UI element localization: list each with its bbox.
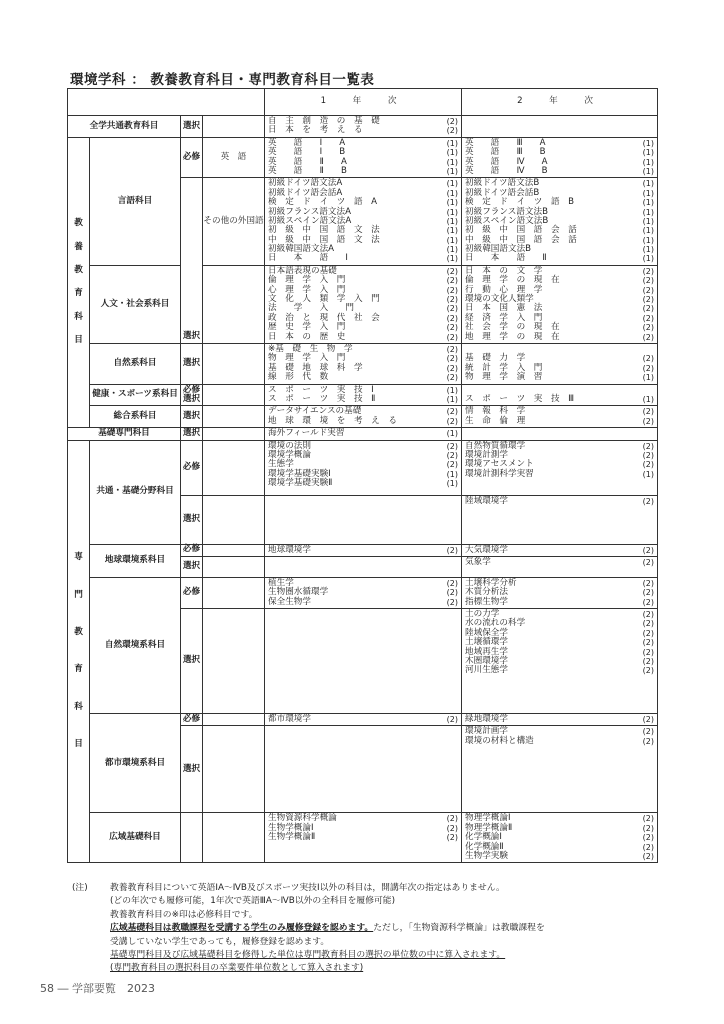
course-credits: (2)	[642, 588, 654, 598]
course-credits: (2)	[642, 332, 654, 342]
list-shizen-y1	[265, 343, 462, 384]
course-credits: (2)	[446, 266, 458, 276]
req-label: 選択	[181, 428, 203, 440]
course-credits: (2)	[642, 578, 654, 588]
year1-header: 1 年 次	[265, 89, 462, 116]
course-name: 環境計測科学実習	[465, 468, 534, 479]
course-credits: (1)	[642, 245, 654, 255]
course-name: 大気環境学	[465, 544, 508, 555]
course-credits: (2)	[642, 823, 654, 833]
kyotsu-label: 共通・基礎分野科目	[90, 440, 181, 544]
course-name: 環境計画学	[465, 726, 508, 737]
course-credits: (2)	[642, 304, 654, 314]
course-credits: (2)	[642, 496, 654, 506]
course-name: 初級フランス語文法B	[465, 206, 548, 217]
course-credits: (1)	[642, 235, 654, 245]
course-credits: (1)	[446, 469, 458, 479]
course-name: 生態学	[268, 459, 294, 470]
course-credits: (2)	[446, 833, 458, 843]
course-item	[268, 546, 458, 555]
course-credits: (1)	[446, 226, 458, 236]
course-credits: (2)	[642, 833, 654, 843]
course-name: 初級ドイツ語会話B	[465, 187, 540, 198]
list-zenkyo-y1	[265, 116, 462, 138]
note-line: (どの年次でも履修可能，1年次で英語ⅢA～ⅣB以外の全科目を履修可能)	[110, 896, 396, 907]
course-credits: (1)	[642, 138, 654, 148]
list-kyotsu-s-y2	[462, 495, 658, 544]
course-item	[268, 167, 458, 176]
course-name: 土壌科学分析	[465, 577, 517, 588]
list-shizenkan-h-y1	[265, 577, 462, 608]
course-credits: (2)	[446, 416, 458, 426]
course-credits: (1)	[446, 207, 458, 217]
course-item	[268, 833, 458, 842]
course-credits: (2)	[642, 416, 654, 426]
course-name: 経 済 学 入 門	[465, 312, 543, 323]
course-credits: (2)	[642, 295, 654, 305]
course-credits: (1)	[642, 216, 654, 226]
course-credits: (1)	[642, 254, 654, 264]
course-credits: (1)	[642, 188, 654, 198]
course-credits: (2)	[642, 354, 654, 364]
eigo-label: 英 語	[203, 137, 265, 178]
course-item	[465, 497, 654, 506]
course-name: 木質分析法	[465, 587, 508, 598]
course-name: 化学概論Ⅱ	[465, 841, 504, 852]
course-name: 環境アセスメント	[465, 459, 534, 470]
course-item	[465, 666, 654, 675]
course-name: 政 治 と 現 代 社 会	[268, 312, 380, 323]
list-kiso-y1	[265, 428, 462, 440]
course-name: 環境計測学	[465, 449, 508, 460]
course-name: 物 理 学 入 門	[268, 353, 346, 364]
list-sogo-y2	[462, 406, 658, 428]
course-name: 中 級 中 国 語 会 話	[465, 234, 577, 245]
course-credits: (1)	[446, 479, 458, 489]
course-credits: (1)	[446, 216, 458, 226]
course-name: 基 礎 力 学	[465, 353, 526, 364]
course-name: 地 球 環 境 を 考 え る	[268, 415, 397, 426]
list-kyotsu-h-y2	[462, 440, 658, 495]
koiki-label: 広域基礎科目	[90, 813, 181, 863]
course-credits: (2)	[642, 266, 654, 276]
course-credits: (2)	[642, 441, 654, 451]
course-name: 土壌循環学	[465, 637, 508, 648]
course-credits: (2)	[446, 285, 458, 295]
list-chikyu-s-y2	[462, 556, 658, 577]
course-credits: (2)	[446, 407, 458, 417]
course-name: 初級フランス語文法A	[268, 206, 351, 217]
course-credits: (2)	[642, 619, 654, 629]
course-item	[465, 395, 654, 404]
course-credits: (1)	[642, 469, 654, 479]
course-name: 日本語表現の基礎	[268, 265, 337, 276]
course-credits: (2)	[446, 344, 458, 354]
req-label: 選択	[181, 609, 203, 714]
course-item	[268, 254, 458, 263]
course-name: 基 礎 地 球 科 学	[268, 362, 363, 373]
course-name: 初級ドイツ語会話A	[268, 187, 343, 198]
note-line: ただし，「生物資源科学概論」は教職課程を	[373, 923, 545, 934]
course-item	[465, 558, 654, 567]
course-name: ス ポ ー ツ 実 技 Ⅰ	[268, 384, 374, 395]
req-label: 必修	[181, 137, 203, 178]
course-credits: (2)	[642, 363, 654, 373]
course-name: 日 本 語 Ⅱ	[465, 253, 547, 264]
course-credits: (1)	[642, 198, 654, 208]
course-name: 初級スペイン語文法B	[465, 215, 549, 226]
course-name: 物理学概論Ⅰ	[465, 813, 511, 824]
course-credits: (2)	[446, 460, 458, 470]
course-credits: (1)	[446, 235, 458, 245]
course-name: 日 本 国 憲 法	[465, 303, 543, 314]
course-name: 倫 理 学 入 門	[268, 275, 346, 286]
notes	[72, 882, 672, 976]
course-item	[268, 598, 458, 607]
kenko-label: 健康・スポーツ系科目	[90, 384, 181, 406]
req-label: 選択	[181, 406, 203, 428]
course-name: 生 命 倫 理	[465, 415, 526, 426]
course-name: ス ポ ー ツ 実 技 Ⅱ	[268, 393, 376, 404]
course-name: 英 語 Ⅲ B	[465, 147, 546, 158]
req-label: 必修	[181, 544, 203, 556]
course-name: 初級ドイツ語文法A	[268, 178, 343, 189]
course-name: 生物学実験	[465, 851, 508, 862]
course-credits: (2)	[642, 666, 654, 676]
course-table	[67, 88, 658, 863]
senmon-label: 専 門 教 育 科 目	[68, 440, 90, 863]
course-item	[465, 470, 654, 479]
course-credits: (1)	[446, 198, 458, 208]
course-name: 陸域保全学	[465, 627, 508, 638]
note-line: 受講していない学生であっても，履修登録を認めます。	[110, 936, 330, 947]
zenkyo-label: 全学共通教育科目	[68, 116, 181, 138]
course-name: 英 語 Ⅰ A	[268, 137, 346, 148]
list-toshi-h-y2	[462, 714, 658, 726]
course-credits: (2)	[642, 285, 654, 295]
sonota-label: その他の外国語	[203, 178, 265, 266]
course-credits: (2)	[642, 842, 654, 852]
course-credits: (1)	[642, 394, 654, 404]
note-line: 教養教育科目の※印は必修科目です。	[110, 909, 258, 920]
course-name: 情 報 科 学	[465, 406, 526, 417]
course-name: ス ポ ー ツ 実 技 Ⅲ	[465, 393, 575, 404]
course-credits: (1)	[446, 429, 458, 439]
header-blank	[68, 89, 265, 116]
course-name: 化学概論Ⅰ	[465, 832, 502, 843]
course-credits: (2)	[446, 313, 458, 323]
course-credits: (2)	[446, 588, 458, 598]
course-credits: (2)	[446, 126, 458, 136]
course-credits: (2)	[642, 557, 654, 567]
course-credits: (2)	[446, 363, 458, 373]
course-credits: (2)	[642, 715, 654, 725]
course-name: 英 語 Ⅳ B	[465, 165, 548, 176]
course-name: データサイエンスの基礎	[268, 406, 362, 417]
course-credits: (1)	[446, 148, 458, 158]
course-name: 指標生物学	[465, 596, 508, 607]
course-item	[268, 395, 458, 404]
list-chikyu-h-y1	[265, 544, 462, 556]
req-label: 必修	[181, 577, 203, 608]
course-credits: (1)	[642, 148, 654, 158]
course-credits: (1)	[642, 373, 654, 383]
req-label: 選択	[181, 116, 203, 138]
list-koiki-y2	[462, 813, 658, 863]
course-item	[465, 737, 654, 746]
course-name: 歴 史 学 入 門	[268, 322, 346, 333]
course-credits: (2)	[642, 727, 654, 737]
kyoyo-label: 教 養 教 育 科 目	[68, 137, 90, 427]
course-credits: (2)	[642, 814, 654, 824]
course-credits: (1)	[446, 394, 458, 404]
course-credits: (1)	[446, 157, 458, 167]
course-name: 河川生態学	[465, 665, 508, 676]
course-name: 日 本 の 文 学	[465, 265, 543, 276]
course-name: 環境学基礎実験Ⅱ	[268, 478, 333, 489]
course-name: 環境の法則	[268, 440, 311, 451]
kiso-label: 基礎専門科目	[68, 428, 181, 440]
list-jinbun-y1	[265, 265, 462, 343]
notes-label: (注)	[72, 883, 88, 893]
course-credits: (2)	[642, 638, 654, 648]
course-item	[465, 546, 654, 555]
list-shizenkan-h-y2	[462, 577, 658, 608]
course-name: 英 語 Ⅱ B	[268, 165, 347, 176]
course-credits: (1)	[446, 179, 458, 189]
list-toshi-h-y1	[265, 714, 462, 726]
course-name: 日 本 語 Ⅰ	[268, 253, 348, 264]
course-name: 海外フィールド実習	[268, 428, 345, 439]
course-item	[465, 254, 654, 263]
course-name: 自然物質循環学	[465, 440, 526, 451]
course-credits: (2)	[446, 354, 458, 364]
course-credits: (2)	[642, 647, 654, 657]
note-line: 教養教育科目について英語ⅠA～ⅣB及びスポーツ実技Ⅰ以外の科目は，開講年次の指定はありません。	[110, 883, 505, 893]
course-name: 初級韓国語文法B	[465, 244, 532, 255]
jinbun-label: 人文・社会系科目	[90, 265, 181, 343]
course-credits: (2)	[446, 814, 458, 824]
list-jinbun-y2	[462, 265, 658, 343]
course-name: 環境の文化人類学	[465, 294, 534, 305]
course-credits: (2)	[642, 610, 654, 620]
course-item	[465, 373, 654, 382]
course-credits: (2)	[446, 823, 458, 833]
req-label: 必修	[181, 440, 203, 495]
course-credits: (1)	[446, 245, 458, 255]
course-credits: (2)	[446, 441, 458, 451]
course-item	[268, 417, 458, 426]
course-credits: (1)	[642, 226, 654, 236]
course-credits: (1)	[446, 385, 458, 395]
course-credits: (1)	[642, 157, 654, 167]
course-credits: (2)	[446, 295, 458, 305]
course-name: 自 主 創 造 の 基 礎	[268, 116, 380, 126]
list-eigo-y2	[462, 137, 658, 178]
course-item	[268, 451, 458, 460]
course-credits: (1)	[446, 254, 458, 264]
course-name: 日 本 を 考 え る	[268, 125, 363, 136]
course-name: 行 動 心 理 学	[465, 284, 543, 295]
course-credits: (2)	[446, 578, 458, 588]
course-name: 地 理 学 の 現 在	[465, 331, 560, 342]
course-credits: (1)	[642, 166, 654, 176]
course-name: 英 語 Ⅳ A	[465, 156, 548, 167]
page-footer: 58 ― 学部要覧 2023	[40, 982, 155, 995]
req-label: 選択	[181, 726, 203, 813]
course-name: 英 語 Ⅰ B	[268, 147, 346, 158]
course-name: 初級スペイン語文法A	[268, 215, 352, 226]
course-credits: (2)	[642, 852, 654, 862]
course-credits: (2)	[446, 276, 458, 286]
req-label: 選択	[181, 343, 203, 384]
course-name: 保全生物学	[268, 596, 311, 607]
course-name: 水の流れの科学	[465, 618, 526, 629]
course-name: 物理学概論Ⅱ	[465, 822, 513, 833]
course-name: ※基 礎 生 物 学	[268, 343, 353, 354]
list-sogo-y1	[265, 406, 462, 428]
course-item	[268, 333, 458, 342]
list-gaigo-y1	[265, 178, 462, 266]
course-name: 中 級 中 国 語 文 法	[268, 234, 380, 245]
course-name: 日 本 の 歴 史	[268, 331, 346, 342]
course-name: 法 学 入 門	[268, 303, 354, 314]
course-name: 心 理 学 入 門	[268, 284, 346, 295]
course-item	[465, 852, 654, 861]
course-name: 検 定 ド イ ツ 語 B	[465, 197, 575, 208]
course-name: 環境の材料と構造	[465, 735, 534, 746]
list-chikyu-h-y2	[462, 544, 658, 556]
course-item	[465, 167, 654, 176]
req-label: 必修 選択	[181, 384, 203, 406]
course-name: 生物学概論Ⅱ	[268, 832, 316, 843]
course-credits: (2)	[642, 313, 654, 323]
course-credits: (1)	[446, 166, 458, 176]
course-name: 生物圏水循環学	[268, 587, 329, 598]
course-credits: (2)	[642, 407, 654, 417]
course-name: 線 形 代 数	[268, 372, 329, 383]
req-label: 必修	[181, 714, 203, 726]
course-credits: (2)	[642, 628, 654, 638]
course-credits: (2)	[642, 597, 654, 607]
course-name: 生物学概論Ⅰ	[268, 822, 314, 833]
course-name: 初 級 中 国 語 会 話	[465, 225, 577, 236]
course-credits: (2)	[642, 460, 654, 470]
course-name: 地域再生学	[465, 646, 508, 657]
course-name: 初級韓国語文法A	[268, 244, 335, 255]
course-name: 統 計 学 入 門	[465, 362, 543, 373]
course-credits: (2)	[642, 276, 654, 286]
course-name: 環境学概論	[268, 449, 311, 460]
list-koiki-y1	[265, 813, 462, 863]
course-item	[268, 479, 458, 488]
course-name: 都市環境学	[268, 714, 311, 725]
list-gaigo-y2	[462, 178, 658, 266]
course-credits: (2)	[446, 304, 458, 314]
course-credits: (2)	[446, 323, 458, 333]
course-name: 物 理 学 演 習	[465, 372, 543, 383]
list-shizen-y2	[462, 343, 658, 384]
course-name: 木圏環境学	[465, 656, 508, 667]
course-name: 土の力学	[465, 609, 500, 620]
course-credits: (2)	[446, 332, 458, 342]
course-name: 環境学基礎実験Ⅰ	[268, 468, 331, 479]
course-item	[465, 417, 654, 426]
list-kenko-y1	[265, 384, 462, 406]
course-credits: (2)	[642, 323, 654, 333]
list-kyotsu-h-y1	[265, 440, 462, 495]
course-name: 英 語 Ⅱ A	[268, 156, 347, 167]
course-name: 植生学	[268, 577, 294, 588]
course-item	[268, 715, 458, 724]
course-item	[268, 126, 458, 135]
list-toshi-s-y2	[462, 726, 658, 813]
course-name: 社 会 学 の 現 在	[465, 322, 560, 333]
list-eigo-y1	[265, 137, 462, 178]
note-line: 基礎専門科目及び広域基礎科目を修得した単位は専門教育科目の選択の単位数の中に算入されます。	[110, 950, 506, 961]
course-credits: (2)	[446, 373, 458, 383]
course-item	[268, 373, 458, 382]
course-credits: (2)	[446, 545, 458, 555]
course-name: 初級ドイツ語文法B	[465, 178, 540, 189]
page-title: 環境学科 ： 教養教育科目・専門教育科目一覧表	[70, 72, 375, 88]
course-credits: (2)	[642, 545, 654, 555]
course-name: 生物資源科学概論	[268, 813, 337, 824]
course-name: 英 語 Ⅲ A	[465, 137, 546, 148]
course-name: 倫 理 学 の 現 在	[465, 275, 560, 286]
shizen-label: 自然系科目	[90, 343, 181, 384]
course-credits: (1)	[642, 179, 654, 189]
course-credits: (2)	[642, 736, 654, 746]
course-name: 検 定 ド イ ツ 語 A	[268, 197, 378, 208]
list-kenko-y2	[462, 384, 658, 406]
sogo-label: 総合系科目	[90, 406, 181, 428]
course-item	[268, 429, 458, 438]
note-line-emphasis: 広域基礎科目は教職課程を受講する学生のみ履修登録を認めます。	[110, 923, 374, 934]
gengo-label: 言語科目	[90, 137, 181, 265]
course-item	[465, 598, 654, 607]
course-name: 初 級 中 国 語 文 法	[268, 225, 380, 236]
course-credits: (1)	[642, 207, 654, 217]
course-credits: (2)	[642, 450, 654, 460]
course-item	[465, 715, 654, 724]
course-credits: (2)	[446, 597, 458, 607]
note-line: (専門教育科目の選択科目の卒業要件単位数として算入されます)	[110, 963, 364, 974]
req-label: 選択	[181, 556, 203, 577]
course-credits: (2)	[446, 450, 458, 460]
course-name: 緑地環境学	[465, 714, 508, 725]
course-credits: (2)	[642, 657, 654, 667]
course-credits: (1)	[446, 138, 458, 148]
course-item	[465, 333, 654, 342]
shizenkan-label: 自然環境系科目	[90, 577, 181, 713]
course-credits: (2)	[446, 117, 458, 126]
course-credits: (2)	[446, 715, 458, 725]
course-name: 陸域環境学	[465, 495, 508, 506]
list-shizenkan-s-y2	[462, 609, 658, 714]
course-credits: (1)	[446, 188, 458, 198]
req-label: 選択	[181, 178, 203, 344]
course-name: 文 化 人 類 学 入 門	[268, 294, 380, 305]
year2-header: 2 年 次	[462, 89, 658, 116]
chikyu-label: 地球環境系科目	[90, 544, 181, 577]
list-zenkyo-y2	[462, 116, 658, 138]
req-label: 選択	[181, 495, 203, 544]
toshi-label: 都市環境系科目	[90, 714, 181, 813]
course-name: 地球環境学	[268, 544, 311, 555]
course-name: 気象学	[465, 556, 491, 567]
